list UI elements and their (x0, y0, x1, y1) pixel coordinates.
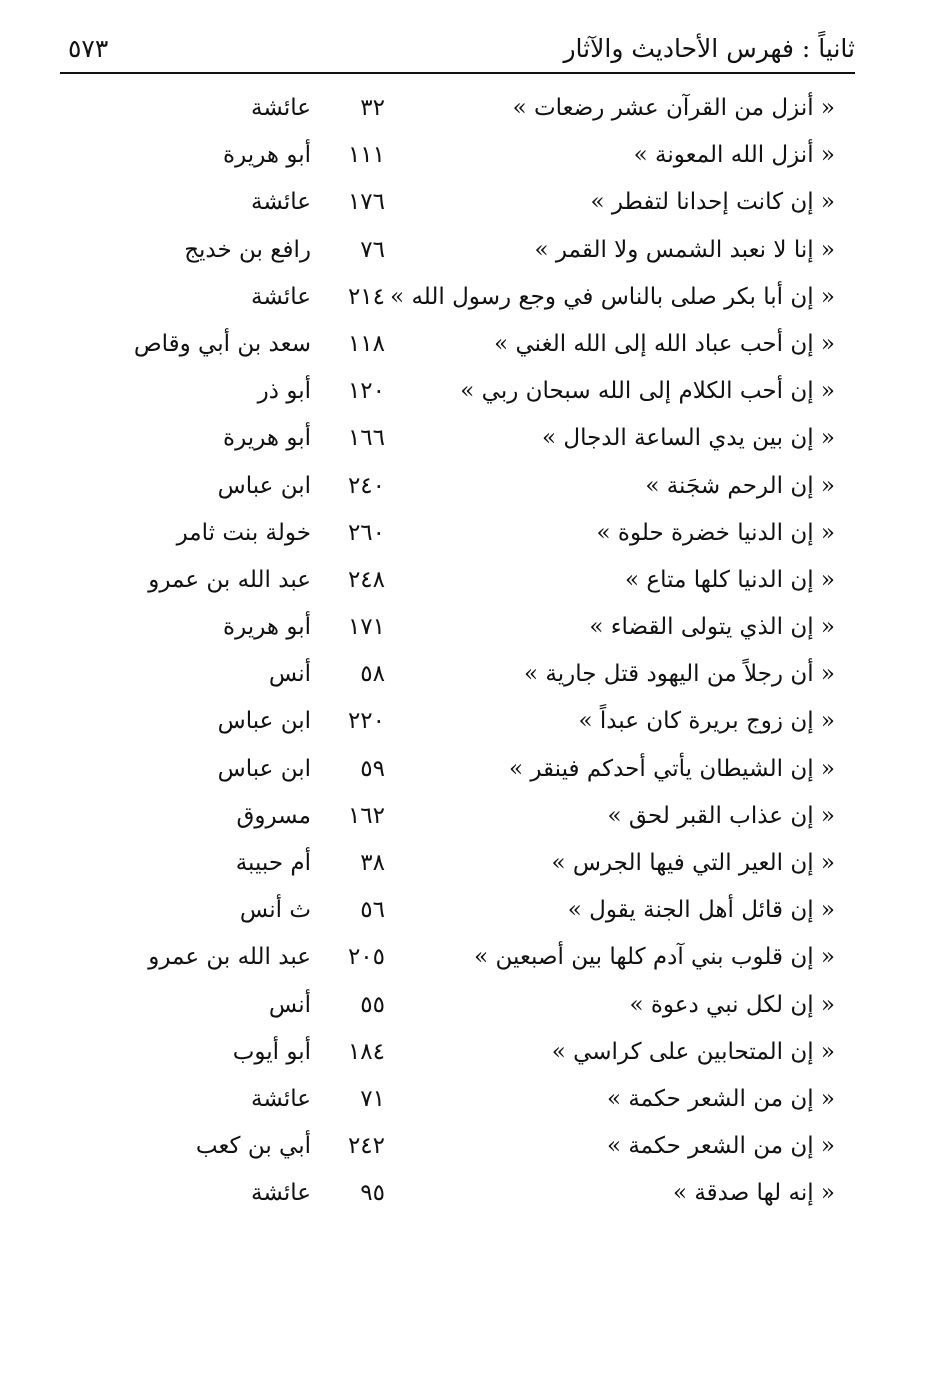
page-reference: ٧١ (360, 1085, 385, 1112)
index-entry (0, 747, 935, 794)
page-reference: ٢٤٢ (347, 1133, 385, 1160)
page-reference: ٢٦٠ (347, 519, 385, 546)
hadith-text: « إن العير التي فيها الجرس » (551, 850, 835, 876)
index-list (0, 86, 935, 1219)
page-reference: ٣٢ (360, 95, 385, 121)
narrator-name: أم حبيبة (235, 850, 311, 876)
hadith-text: « إنا لا نعبد الشمس ولا القمر » (534, 236, 835, 263)
hadith-text: « إن أحب الكلام إلى الله سبحان ربي » (460, 378, 835, 405)
hadith-text: « إن قلوب بني آدم كلها بين أصبعين » (474, 944, 835, 971)
page-reference: ١٢٠ (347, 378, 385, 405)
hadith-text: « أنزل من القرآن عشر رضعات » (512, 95, 835, 121)
index-entry (0, 275, 935, 322)
index-entry (0, 935, 935, 982)
narrator-name: أبو ذر (257, 378, 311, 405)
page-reference: ٢٢٠ (347, 708, 385, 735)
hadith-text: « إن قائل أهل الجنة يقول » (567, 897, 835, 924)
page-reference: ١٦٢ (347, 802, 385, 829)
page-reference: ١٧١ (347, 614, 385, 641)
hadith-text: « إن من الشعر حكمة » (606, 1133, 835, 1160)
running-title: ثانياً : فهرس الأحاديث والآثار (563, 34, 855, 63)
hadith-text: « إن الشيطان يأتي أحدكم فينقر » (508, 755, 835, 782)
hadith-text: « أن رجلاً من اليهود قتل جارية » (524, 661, 835, 688)
narrator-name: عبد الله بن عمرو (148, 566, 311, 593)
narrator-name: عبد الله بن عمرو (148, 944, 311, 971)
index-entry (0, 180, 935, 227)
index-entry (0, 888, 935, 935)
index-entry (0, 464, 935, 511)
narrator-name: عائشة (251, 283, 311, 310)
page-reference: ١٨٤ (347, 1038, 385, 1065)
index-entry (0, 605, 935, 652)
index-entry (0, 511, 935, 558)
narrator-name: أبو هريرة (223, 425, 311, 452)
page-reference: ١٧٦ (347, 189, 385, 216)
index-entry (0, 369, 935, 416)
index-entry (0, 133, 935, 180)
narrator-name: ابن عباس (217, 708, 311, 735)
narrator-name: عائشة (251, 95, 311, 121)
page-reference: ٢١٤ (347, 283, 385, 310)
page-reference: ٢٤٨ (347, 566, 385, 593)
narrator-name: عائشة (251, 1180, 311, 1207)
header-rule (60, 72, 855, 74)
narrator-name: ابن عباس (217, 755, 311, 782)
page-reference: ٧٦ (360, 236, 385, 263)
narrator-name: أبو هريرة (223, 614, 311, 641)
index-entry (0, 1030, 935, 1077)
hadith-text: « إن الرحم شجَنة » (645, 472, 835, 499)
page-reference: ١٦٦ (347, 425, 385, 452)
index-entry (0, 1124, 935, 1171)
index-entry (0, 228, 935, 275)
narrator-name: ث أنس (239, 897, 311, 924)
page-reference: ٣٨ (360, 850, 385, 876)
narrator-name: أبو هريرة (223, 142, 311, 169)
index-entry (0, 1171, 935, 1218)
narrator-name: سعد بن أبي وقاص (133, 330, 311, 357)
index-entry (0, 699, 935, 746)
index-entry (0, 1077, 935, 1124)
hadith-text: « إنه لها صدقة » (672, 1180, 835, 1207)
narrator-name: عائشة (251, 189, 311, 216)
narrator-name: خولة بنت ثامر (176, 519, 311, 546)
page-number: ٥٧٣ (68, 34, 109, 63)
page-reference: ١١٨ (347, 330, 385, 357)
index-entry (0, 558, 935, 605)
page-reference: ٢٠٥ (347, 944, 385, 971)
page-reference: ١١١ (347, 142, 385, 169)
index-entry (0, 322, 935, 369)
index-entry (0, 416, 935, 463)
hadith-text: « إن أبا بكر صلى بالناس في وجع رسول الله » (390, 283, 835, 310)
hadith-text: « إن من الشعر حكمة » (606, 1085, 835, 1112)
narrator-name: ابن عباس (217, 472, 311, 499)
narrator-name: أنس (268, 991, 311, 1018)
narrator-name: أنس (268, 661, 311, 688)
hadith-text: « أنزل الله المعونة » (633, 142, 835, 169)
page-reference: ٥٦ (360, 897, 385, 924)
hadith-text: « إن بين يدي الساعة الدجال » (541, 425, 835, 452)
page-reference: ٥٥ (360, 991, 385, 1018)
page-header (60, 32, 855, 72)
narrator-name: مسروق (236, 802, 311, 829)
hadith-text: « إن الدنيا كلها متاع » (625, 566, 835, 593)
hadith-text: « إن كانت إحدانا لتفطر » (590, 189, 835, 216)
narrator-name: أبي بن كعب (195, 1133, 311, 1160)
index-entry (0, 652, 935, 699)
narrator-name: عائشة (251, 1085, 311, 1112)
index-entry (0, 794, 935, 841)
hadith-text: « إن المتحابين على كراسي » (551, 1038, 835, 1065)
hadith-text: « إن الذي يتولى القضاء » (589, 614, 835, 641)
hadith-text: « إن أحب عباد الله إلى الله الغني » (494, 330, 835, 357)
index-entry (0, 983, 935, 1030)
hadith-text: « إن زوج بريرة كان عبداً » (578, 708, 835, 735)
page-reference: ٥٩ (360, 755, 385, 782)
hadith-text: « إن لكل نبي دعوة » (629, 991, 835, 1018)
hadith-text: « إن عذاب القبر لحق » (607, 802, 835, 829)
narrator-name: رافع بن خديج (184, 236, 311, 263)
index-entry (0, 86, 935, 133)
index-entry (0, 841, 935, 888)
page-reference: ٩٥ (360, 1180, 385, 1207)
page-reference: ٥٨ (360, 661, 385, 688)
narrator-name: أبو أيوب (232, 1038, 311, 1065)
hadith-text: « إن الدنيا خضرة حلوة » (596, 519, 835, 546)
page-reference: ٢٤٠ (347, 472, 385, 499)
